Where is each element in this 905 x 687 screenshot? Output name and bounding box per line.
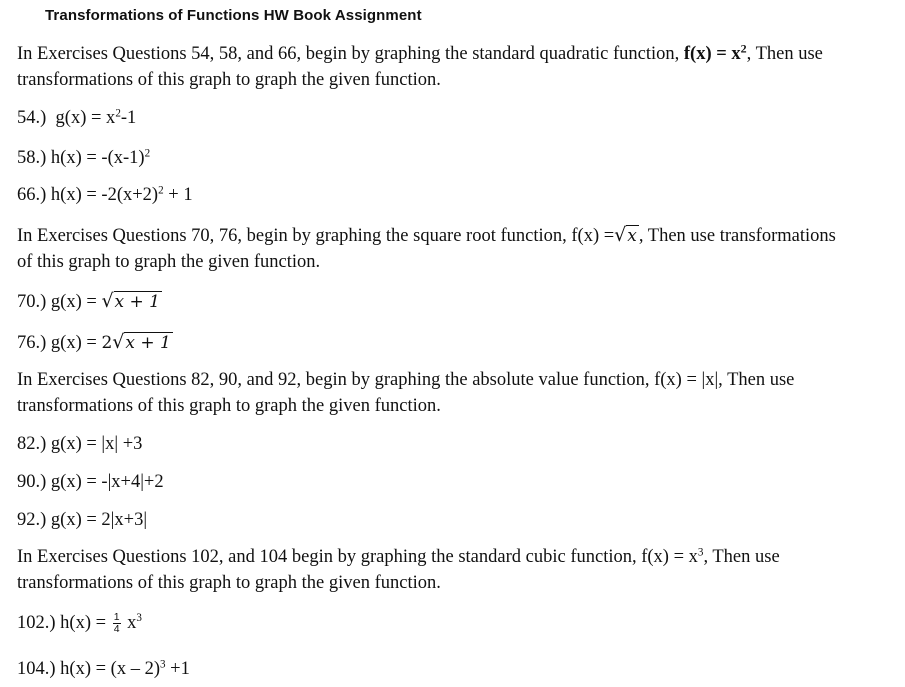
exercise-70: 70.) g(x) = √x + 1	[17, 290, 161, 312]
exercise-92: 92.) g(x) = 2|x+3|	[17, 510, 148, 530]
sqrt-radical: √x + 1	[112, 331, 171, 353]
section-absolute-intro: In Exercises Questions 82, 90, and 92, begin by graphing the absolute value function, f(x) = |x|, Then use transformations of this graph to graph the given function.	[17, 370, 795, 416]
quadratic-function-bold: $f(x) = x^2$	[683, 41, 747, 64]
page-title: Transformations of Functions HW Book Assignment	[45, 7, 422, 24]
section-sqrt-intro: In Exercises Questions 70, 76, begin by graphing the square root function, f(x) =√x , Then use transformations of this graph to graph the given function.	[17, 224, 836, 272]
fraction-one-quarter: $\frac{1}{4}$	[113, 611, 120, 635]
exercise-82: 82.) g(x) = |x| +3	[17, 434, 143, 454]
exercise-102: 102.) h(x) = $\frac{1}{4}$ $x^3$	[17, 611, 142, 635]
sqrt-radical: √x + 1	[101, 290, 161, 312]
section-quadratic-intro: In Exercises Questions 54, 58, and 66, begin by graphing the standard quadratic function, $f(x) = x^2$, Then use transformations of this graph to graph the given function.	[17, 41, 823, 90]
exercise-66: 66.) $h(x) = -2(x+2)^2 + 1$	[17, 184, 193, 205]
exercise-76: 76.) g(x) = 2√x + 1	[17, 331, 171, 353]
exercise-54: 54.) $g(x) = x^2-1$	[17, 107, 137, 128]
exercise-104: 104.) h(x) = (x – 2)$^3$ +1	[17, 658, 190, 679]
exercise-58: 58.) $h(x) = -(x-1)^2$	[17, 147, 151, 168]
exercise-90: 90.) g(x) = -|x+4|+2	[17, 472, 164, 492]
section-cubic-intro: In Exercises Questions 102, and 104 begin by graphing the standard cubic function, $f(x) = x^3$, Then use transformations of this graph to graph the given function.	[17, 546, 780, 593]
sqrt-x-radical: √x	[614, 224, 637, 246]
